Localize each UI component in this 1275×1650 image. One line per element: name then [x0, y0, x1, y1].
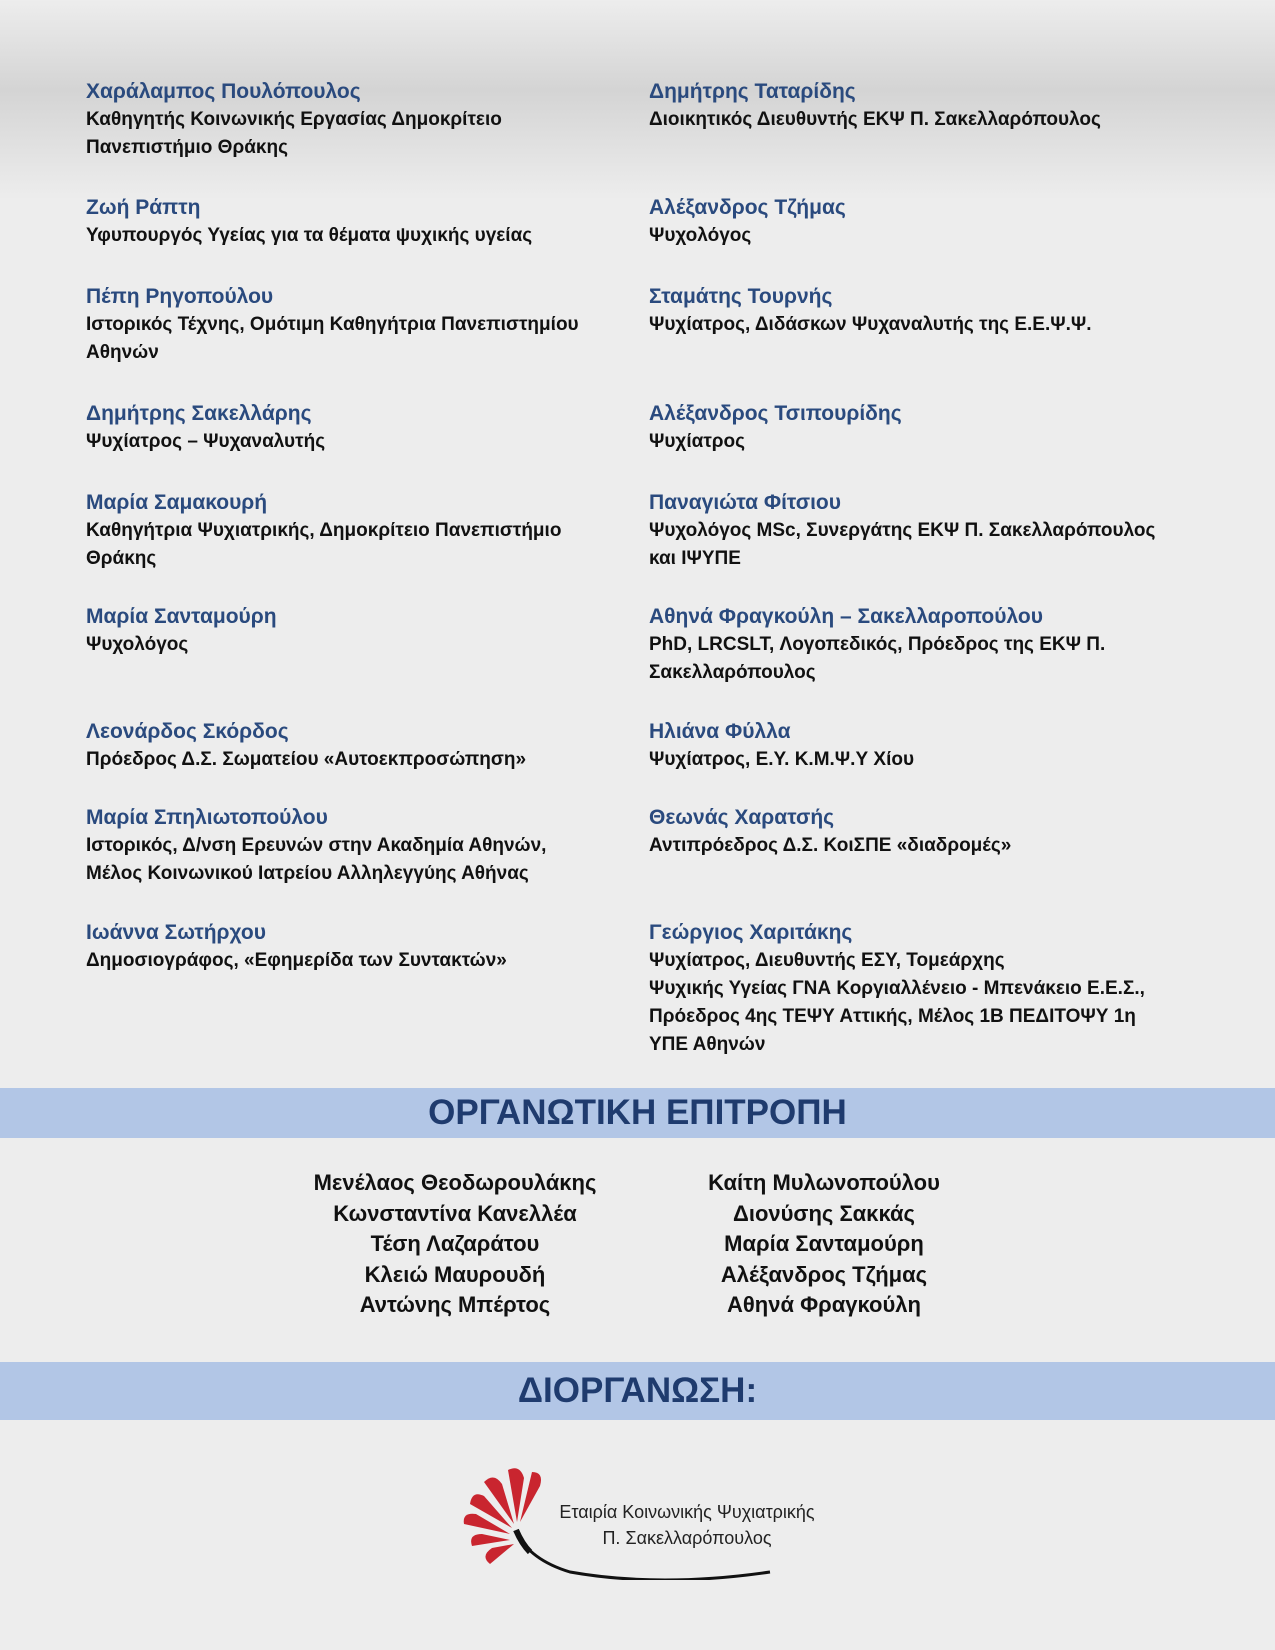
speaker-name: Ιωάννα Σωτήρχου	[86, 921, 266, 944]
committee-list-right	[654, 1168, 994, 1321]
speaker-name: Γεώργιος Χαριτάκης	[649, 921, 853, 944]
speaker-name: Σταμάτης Τουρνής	[649, 285, 833, 308]
committee-list-left	[285, 1168, 625, 1321]
speaker-role: Ψυχίατρος, Διδάσκων Ψυχαναλυτής της Ε.Ε.Ψ.Ψ.	[649, 314, 1092, 335]
speaker-role: Καθηγητής Κοινωνικής Εργασίας Δημοκρίτειο	[86, 109, 502, 130]
speaker-card	[86, 603, 626, 659]
speaker-role: Πανεπιστήμιο Θράκης	[86, 137, 288, 158]
speaker-name: Μαρία Σαμακουρή	[86, 491, 268, 514]
speaker-card	[649, 804, 1209, 860]
speaker-name: Πέπη Ρηγοπούλου	[86, 285, 274, 308]
speaker-role: Σακελλαρόπουλος	[649, 662, 816, 683]
committee-member: Διονύσης Σακκάς	[733, 1200, 915, 1226]
speaker-role: Αντιπρόεδρος Δ.Σ. ΚοιΣΠΕ «διαδρομές»	[649, 835, 1012, 856]
speaker-name: Θεωνάς Χαρατσής	[649, 806, 835, 829]
speaker-role: Ψυχικής Υγείας ΓΝΑ Κοργιαλλένειο - Μπενάκειο Ε.Ε.Σ.,	[649, 978, 1145, 999]
speaker-role: Πρόεδρος 4ης ΤΕΨΥ Αττικής, Μέλος 1Β ΠΕΔΙΤΟΨΥ 1η	[649, 1006, 1136, 1027]
speaker-role: Αθηνών	[86, 342, 159, 363]
speaker-role: ΥΠΕ Αθηνών	[649, 1034, 766, 1055]
committee-member: Μαρία Σανταμούρη	[724, 1231, 924, 1256]
speaker-name: Μαρία Σπηλιωτοπούλου	[86, 806, 328, 829]
speaker-card	[86, 283, 626, 367]
speaker-card	[649, 78, 1209, 134]
speaker-card	[86, 804, 626, 888]
speaker-name: Αλέξανδρος Τσιπουρίδης	[649, 402, 902, 425]
committee-member: Κλειώ Μαυρουδή	[364, 1261, 546, 1287]
speaker-role: Πρόεδρος Δ.Σ. Σωματείου «Αυτοεκπροσώπηση»	[86, 749, 527, 770]
speaker-card	[649, 400, 1209, 456]
speaker-name: Δημήτρης Ταταρίδης	[649, 80, 856, 103]
speaker-card	[86, 78, 626, 162]
speaker-role: Ψυχίατρος, Διευθυντής ΕΣΥ, Τομεάρχης	[649, 950, 1005, 971]
speaker-role: Ψυχολόγος MSc, Συνεργάτης ΕΚΨ Π. Σακελλαρόπουλος	[649, 520, 1156, 541]
speaker-name: Χαράλαμπος Πουλόπουλος	[86, 80, 361, 103]
speaker-role: Καθηγήτρια Ψυχιατρικής, Δημοκρίτειο Πανεπιστήμιο	[86, 520, 562, 541]
speaker-name: Αλέξανδρος Τζήμας	[649, 196, 846, 219]
speaker-role: Ιστορικός, Δ/νση Ερευνών στην Ακαδημία Αθηνών,	[86, 835, 547, 856]
speaker-card	[86, 919, 626, 975]
committee-member: Τέση Λαζαράτου	[370, 1231, 540, 1256]
speaker-name: Ηλιάνα Φύλλα	[649, 720, 791, 743]
speaker-role: Ψυχίατρος – Ψυχαναλυτής	[86, 431, 326, 452]
committee-member: Κωνσταντίνα Κανελλέα	[333, 1200, 577, 1226]
speaker-card	[86, 194, 626, 250]
speaker-card	[649, 194, 1209, 250]
committee-member: Αθηνά Φραγκούλη	[727, 1292, 921, 1317]
speaker-name: Δημήτρης Σακελλάρης	[86, 402, 312, 425]
speaker-name: Ζωή Ράπτη	[86, 196, 201, 219]
speaker-role: Θράκης	[86, 548, 157, 569]
speaker-role: Δημοσιογράφος, «Εφημερίδα των Συντακτών»	[86, 950, 507, 971]
speaker-role: Ψυχολόγος	[649, 225, 752, 246]
speaker-card	[649, 283, 1209, 339]
speaker-name: Αθηνά Φραγκούλη – Σακελλαροπούλου	[649, 605, 1043, 628]
speaker-card	[649, 718, 1209, 774]
committee-member: Αλέξανδρος Τζήμας	[720, 1261, 928, 1287]
speaker-role: Διοικητικός Διευθυντής ΕΚΨ Π. Σακελλαρόπουλος	[649, 109, 1101, 130]
speaker-card	[649, 919, 1229, 1059]
speaker-role: Ψυχίατρος, Ε.Υ. Κ.Μ.Ψ.Υ Χίου	[649, 749, 915, 770]
organizer-heading: ΔΙΟΡΓΑΝΩΣΗ:	[0, 1362, 1275, 1420]
logo-line2: Π. Σακελλαρόπουλος	[602, 1528, 772, 1548]
speaker-name: Λεονάρδος Σκόρδος	[86, 720, 289, 743]
speaker-card	[649, 489, 1209, 573]
speaker-role: και ΙΨΥΠΕ	[649, 548, 741, 569]
speaker-card	[86, 489, 626, 573]
speaker-card	[86, 400, 626, 456]
speaker-card	[649, 603, 1209, 687]
speaker-role: Ψυχολόγος	[86, 634, 189, 655]
committee-member: Καίτη Μυλωνοπούλου	[708, 1170, 940, 1195]
logo-line1: Εταιρία Κοινωνικής Ψυχιατρικής	[559, 1502, 815, 1522]
speaker-role: Ιστορικός Τέχνης, Ομότιμη Καθηγήτρια Πανεπιστημίου	[86, 314, 579, 335]
committee-member: Μενέλαος Θεοδωρουλάκης	[313, 1170, 597, 1195]
committee-member: Αντώνης Μπέρτος	[359, 1292, 551, 1317]
speaker-role: PhD, LRCSLT, Λογοπεδικός, Πρόεδρος της ΕΚΨ Π.	[649, 634, 1106, 655]
speaker-role: Ψυχίατρος	[649, 431, 746, 452]
organizer-logo	[460, 1460, 820, 1580]
speaker-card	[86, 718, 626, 774]
speaker-name: Παναγιώτα Φίτσιου	[649, 491, 841, 514]
speaker-role: Μέλος Κοινωνικού Ιατρείου Αλληλεγγύης Αθήνας	[86, 863, 529, 884]
committee-heading: ΟΡΓΑΝΩΤΙΚΗ ΕΠΙΤΡΟΠΗ	[0, 1088, 1275, 1138]
speaker-name: Μαρία Σανταμούρη	[86, 605, 277, 628]
speaker-role: Υφυπουργός Υγείας για τα θέματα ψυχικής υγείας	[86, 225, 533, 246]
